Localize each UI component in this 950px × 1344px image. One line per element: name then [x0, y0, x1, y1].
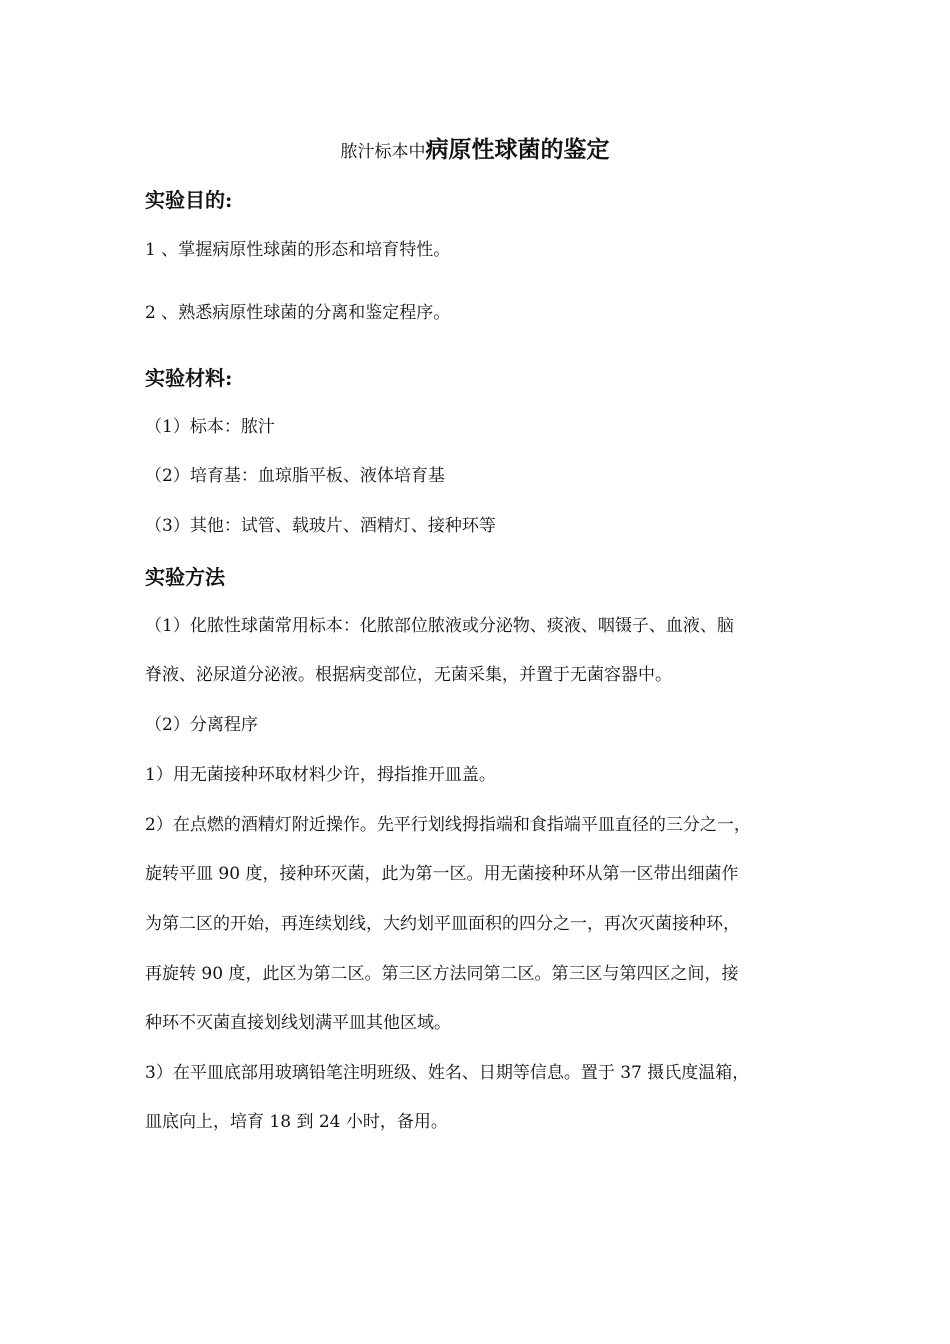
purpose-item-1: 1 、掌握病原性球菌的形态和培育特性。 [145, 240, 451, 260]
methods-line: 再旋转 90 度，此区为第二区。第三区方法同第二区。第三区与第四区之间，接 [145, 964, 739, 984]
methods-line: （2）分离程序 [145, 715, 258, 735]
methods-line: （1）化脓性球菌常用标本：化脓部位脓液或分泌物、痰液、咽镊子、血液、脑 [145, 616, 734, 636]
document-title [0, 134, 950, 168]
title-main: 病原性球菌的鉴定 [425, 136, 610, 163]
methods-line: 3）在平皿底部用玻璃铅笔注明班级、姓名、日期等信息。置于 37 摄氏度温箱， [145, 1063, 750, 1083]
heading-purpose: 实验目的: [145, 188, 233, 212]
title-prefix: 脓汁标本中 [340, 142, 426, 162]
heading-methods: 实验方法 [145, 565, 225, 589]
materials-item-1: （1）标本：脓汁 [145, 417, 275, 437]
purpose-item-2: 2 、熟悉病原性球菌的分离和鉴定程序。 [145, 303, 451, 323]
materials-item-3: （3）其他：试管、载玻片、酒精灯、接种环等 [145, 516, 496, 536]
methods-line: 为第二区的开始，再连续划线，大约划平皿面积的四分之一，再次灭菌接种环， [145, 914, 740, 934]
methods-line: 脊液、泌尿道分泌液。根据病变部位，无菌采集，并置于无菌容器中。 [145, 665, 672, 685]
methods-line: 1）用无菌接种环取材料少许，拇指推开皿盖。 [145, 765, 496, 785]
heading-materials: 实验材料: [145, 366, 233, 390]
methods-line: 2）在点燃的酒精灯附近操作。先平行划线拇指端和食指端平皿直径的三分之一， [145, 815, 751, 835]
materials-item-2: （2）培育基：血琼脂平板、液体培育基 [145, 466, 445, 486]
methods-line: 旋转平皿 90 度，接种环灭菌，此为第一区。用无菌接种环从第一区带出细菌作 [145, 864, 739, 884]
methods-line: 皿底向上，培育 18 到 24 小时，备用。 [145, 1112, 448, 1132]
methods-line: 种环不灭菌直接划线划满平皿其他区域。 [145, 1013, 451, 1033]
